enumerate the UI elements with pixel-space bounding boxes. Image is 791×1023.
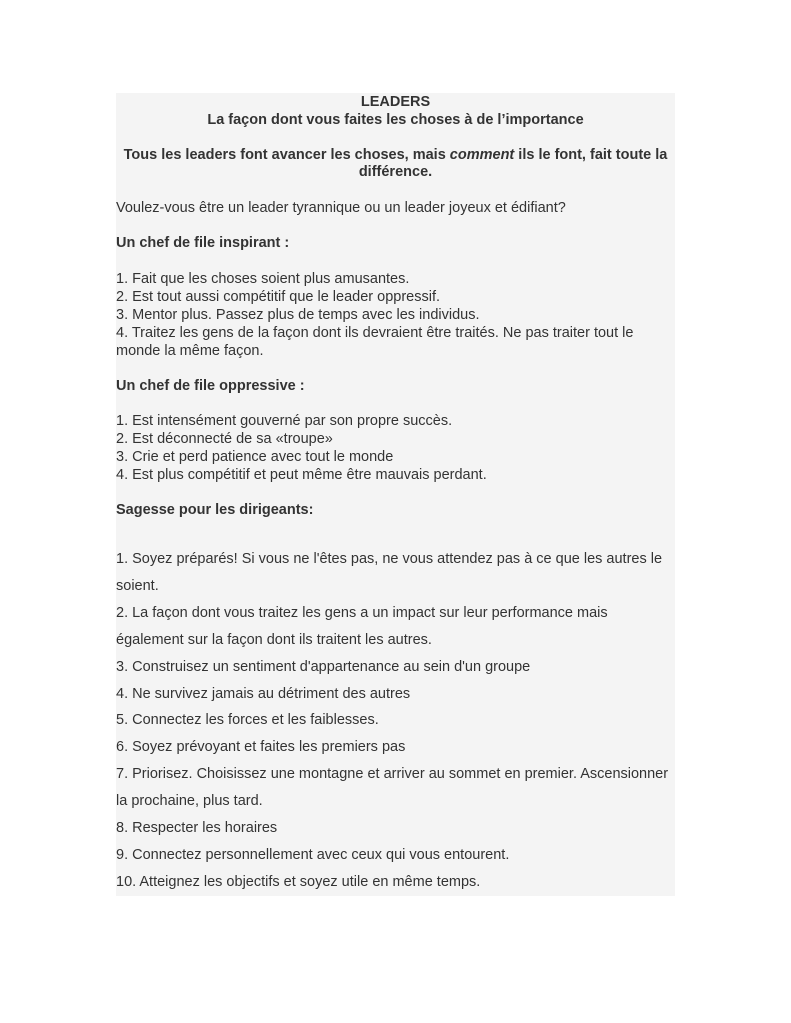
- document-subtitle: La façon dont vous faites les choses à de l’importance: [207, 112, 584, 128]
- list-item: 5. Connectez les forces et les faiblesses.: [116, 712, 379, 729]
- list-item: 1. Fait que les choses soient plus amusantes.: [116, 271, 410, 287]
- intro-text-after: ils le font, fait toute la différence.: [358, 147, 668, 180]
- document-body: [116, 93, 675, 896]
- list-item: 1. Est intensément gouverné par son propre succès.: [116, 413, 453, 429]
- list-item: 8. Respecter les horaires: [116, 820, 278, 837]
- list-item: 3. Crie et perd patience avec tout le monde: [116, 449, 394, 465]
- document-title: LEADERS: [360, 94, 431, 110]
- list-inspirant: [116, 270, 675, 360]
- list-item: 3. Mentor plus. Passez plus de temps avec les individus.: [116, 307, 480, 323]
- list-item: 7. Priorisez. Choisissez une montagne et arriver au sommet en premier. Ascensionner la prochaine, plus tard.: [116, 766, 669, 810]
- list-item: 9. Connectez personnellement avec ceux qui vous entourent.: [116, 846, 510, 863]
- list-item: 1. Soyez préparés! Si vous ne l'êtes pas, ne vous attendez pas à ce que les autres le soient.: [116, 551, 663, 594]
- list-item: 3. Construisez un sentiment d'appartenance au sein d'un groupe: [116, 658, 531, 675]
- list-item: 4. Est plus compétitif et peut même être mauvais perdant.: [116, 467, 487, 483]
- list-item: 2. La façon dont vous traitez les gens a un impact sur leur performance mais également sur la façon dont ils traitent les autres.: [116, 604, 608, 648]
- section-heading-inspirant: Un chef de file inspirant :: [116, 235, 290, 251]
- question-paragraph: Voulez-vous être un leader tyrannique ou un leader joyeux et édifiant?: [116, 200, 566, 216]
- list-sagesse: [116, 546, 675, 896]
- intro-paragraph: [116, 147, 675, 181]
- list-item: 4. Traitez les gens de la façon dont ils devraient être traités. Ne pas traiter tout le monde la même façon.: [116, 325, 634, 359]
- list-item: 10. Atteignez les objectifs et soyez utile en même temps.: [116, 873, 481, 890]
- list-oppressive: [116, 412, 675, 484]
- list-item: 2. Est déconnecté de sa «troupe»: [116, 431, 333, 447]
- section-heading-sagesse: Sagesse pour les dirigeants:: [116, 502, 314, 518]
- list-item: 2. Est tout aussi compétitif que le leader oppressif.: [116, 289, 441, 305]
- list-item: 4. Ne survivez jamais au détriment des autres: [116, 685, 411, 702]
- intro-emphasis: comment: [449, 147, 515, 163]
- intro-text-before: Tous les leaders font avancer les choses, mais: [123, 147, 450, 163]
- section-heading-oppressive: Un chef de file oppressive :: [116, 378, 305, 394]
- list-item: 6. Soyez prévoyant et faites les premiers pas: [116, 739, 406, 756]
